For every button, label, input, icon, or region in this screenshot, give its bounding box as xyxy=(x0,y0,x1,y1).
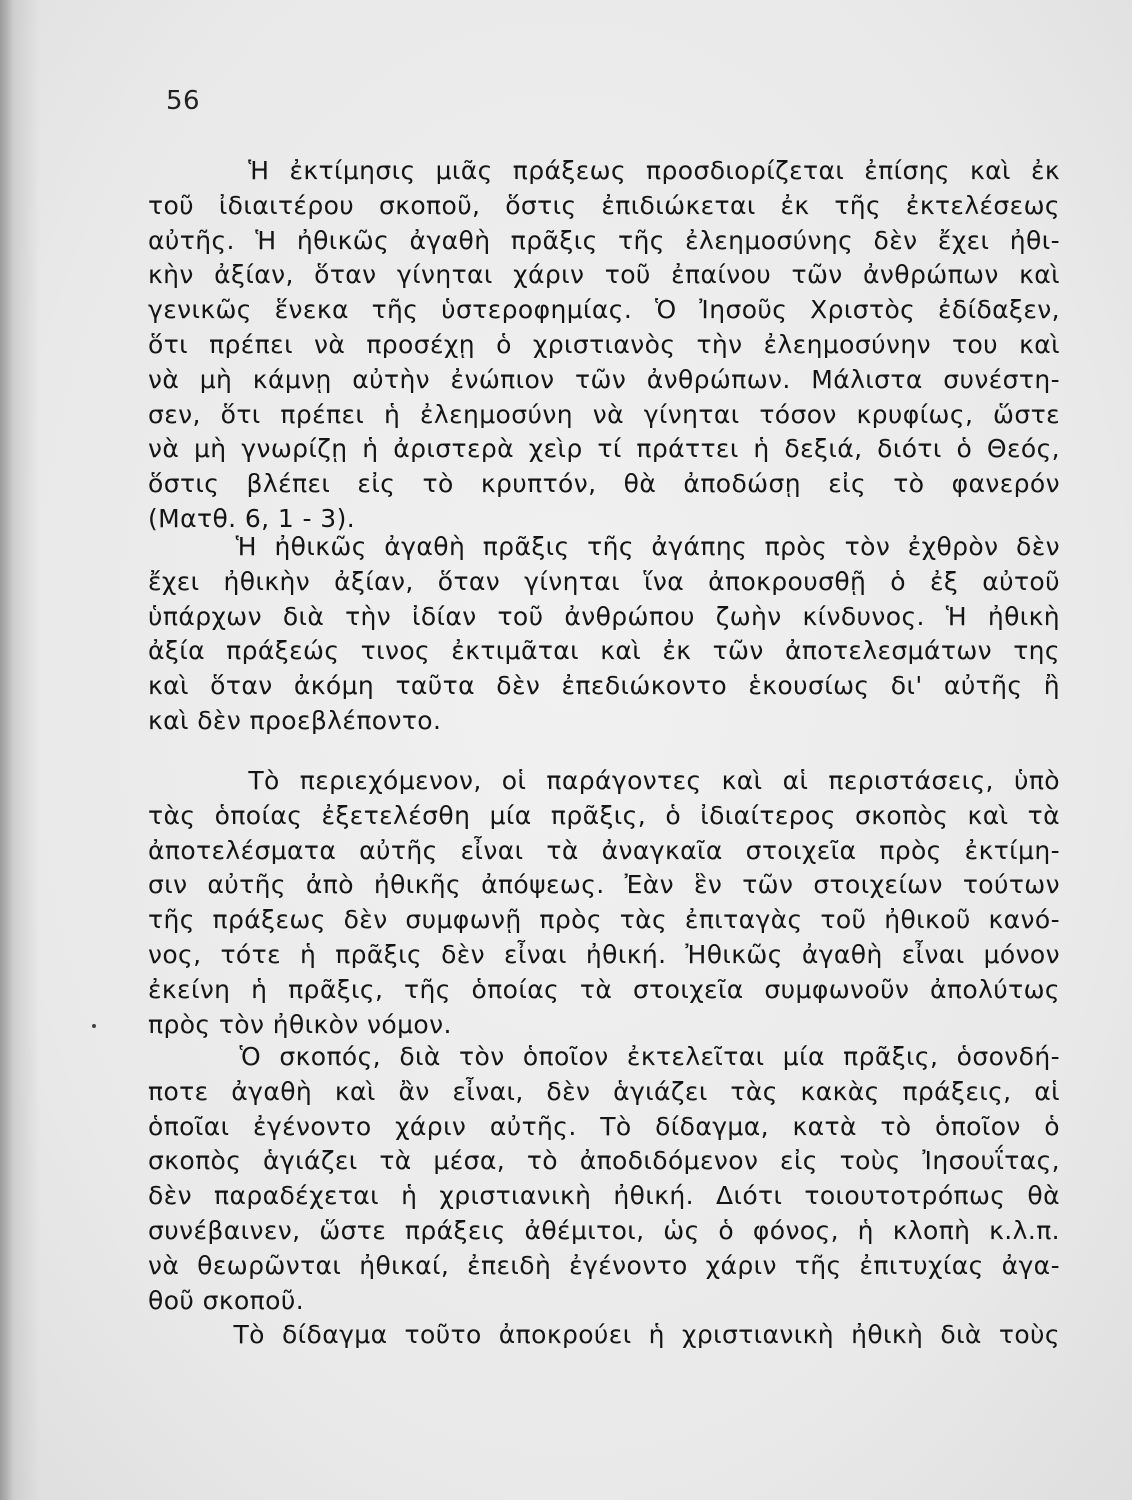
text-line: σεν, ὅτι πρέπει ἡ ἐλεημοσύνη νὰ γίνηται τόσον κρυφίως, ὥστε xyxy=(148,399,1060,429)
text-line: Ἡ ἐκτίμησις μιᾶς πράξεως προσδιορίζεται ἐπίσης καὶ ἐκ xyxy=(148,156,1060,185)
text-line: ὅστις βλέπει εἰς τὸ κρυπτόν, θὰ ἀποδώσῃ εἰς τὸ φανερόν xyxy=(148,469,1060,499)
binding-shadow xyxy=(0,0,40,1500)
text-line: καὶ ὅταν ἀκόμη ταῦτα δὲν ἐπεδιώκοντο ἑκουσίως δι' αὐτῆς ἢ xyxy=(148,671,1060,701)
text-line: (Ματθ. 6, 1 - 3). xyxy=(148,503,356,533)
paragraph-3 xyxy=(148,764,1060,1042)
text-line: κὴν ἀξίαν, ὅταν γίνηται χάριν τοῦ ἐπαίνου τῶν ἀνθρώπων καὶ xyxy=(148,260,1060,290)
text-line: συνέβαινεν, ὥστε πράξεις ἀθέμιτοι, ὡς ὁ φόνος, ἡ κλοπὴ κ.λ.π. xyxy=(148,1215,1060,1245)
text-line: Ἡ ἠθικῶς ἀγαθὴ πρᾶξις τῆς ἀγάπης πρὸς τὸν ἐχθρὸν δὲν xyxy=(148,532,1060,561)
text-line: θοῦ σκοποῦ. xyxy=(148,1285,305,1315)
text-line: γενικῶς ἕνεκα τῆς ὑστεροφημίας. Ὁ Ἰησοῦς Χριστὸς ἐδίδαξεν, xyxy=(148,295,1060,325)
text-line: νὰ θεωρῶνται ἠθικαί, ἐπειδὴ ἐγένοντο χάριν τῆς ἐπιτυχίας ἀγα- xyxy=(148,1250,1060,1280)
text-line: σκοπὸς ἁγιάζει τὰ μέσα, τὸ ἀποδιδόμενον εἰς τοὺς Ἰησουΐτας, xyxy=(148,1146,1060,1176)
paragraph-5 xyxy=(148,1318,1060,1353)
text-line: ποτε ἀγαθὴ καὶ ἂν εἶναι, δὲν ἁγιάζει τὰς κακὰς πράξεις, αἱ xyxy=(148,1076,1060,1106)
text-line: Τὸ περιεχόμενον, οἱ παράγοντες καὶ αἱ περιστάσεις, ὑπὸ xyxy=(148,766,1060,795)
text-line: ὁποῖαι ἐγένοντο χάριν αὐτῆς. Τὸ δίδαγμα, κατὰ τὸ ὁποῖον ὁ xyxy=(148,1111,1060,1141)
text-line: ὅτι πρέπει νὰ προσέχῃ ὁ χριστιανὸς τὴν ἐλεημοσύνην του καὶ xyxy=(148,329,1060,359)
text-line: νὰ μὴ γνωρίζῃ ἡ ἀριστερὰ χεὶρ τί πράττει ἡ δεξιά, διότι ὁ Θεός, xyxy=(148,434,1060,464)
text-line: σιν αὐτῆς ἀπὸ ἠθικῆς ἀπόψεως. Ἐὰν ἓν τῶν στοιχείων τούτων xyxy=(148,870,1060,900)
paragraph-2 xyxy=(148,530,1060,739)
paragraph-4 xyxy=(148,1040,1060,1318)
text-line: νος, τότε ἡ πρᾶξις δὲν εἶναι ἠθική. Ἠθικῶς ἀγαθὴ εἶναι μόνον xyxy=(148,939,1060,969)
text-line: δὲν παραδέχεται ἡ χριστιανικὴ ἠθική. Διότι τοιουτοτρόπως θὰ xyxy=(148,1181,1060,1211)
text-line: Ὁ σκοπός, διὰ τὸν ὁποῖον ἐκτελεῖται μία πρᾶξις, ὁσονδή- xyxy=(148,1042,1060,1071)
text-line: ἀποτελέσματα αὐτῆς εἶναι τὰ ἀναγκαῖα στοιχεῖα πρὸς ἐκτίμη- xyxy=(148,835,1060,865)
text-line: ἔχει ἠθικὴν ἀξίαν, ὅταν γίνηται ἵνα ἀποκρουσθῇ ὁ ἐξ αὐτοῦ xyxy=(148,566,1060,596)
page-number: 56 xyxy=(166,86,201,116)
text-line: τοῦ ἰδιαιτέρου σκοποῦ, ὅστις ἐπιδιώκεται ἐκ τῆς ἐκτελέσεως xyxy=(148,190,1060,220)
text-line: ἐκείνη ἡ πρᾶξις, τῆς ὁποίας τὰ στοιχεῖα συμφωνοῦν ἀπολύτως xyxy=(148,974,1060,1004)
text-line: τῆς πράξεως δὲν συμφωνῇ πρὸς τὰς ἐπιταγὰς τοῦ ἠθικοῦ κανό- xyxy=(148,905,1060,935)
text-line: καὶ δὲν προεβλέποντο. xyxy=(148,705,442,735)
text-line: ἀξία πράξεώς τινος ἐκτιμᾶται καὶ ἐκ τῶν ἀποτελεσμάτων της xyxy=(148,636,1060,666)
text-line: Τὸ δίδαγμα τοῦτο ἀποκρούει ἡ χριστιανικὴ ἠθικὴ διὰ τοὺς xyxy=(148,1320,1060,1349)
text-line: νὰ μὴ κάμνῃ αὐτὴν ἐνώπιον τῶν ἀνθρώπων. Μάλιστα συνέστη- xyxy=(148,364,1060,394)
margin-dot xyxy=(92,1024,96,1028)
text-line: τὰς ὁποίας ἐξετελέσθη μία πρᾶξις, ὁ ἰδιαίτερος σκοπὸς καὶ τὰ xyxy=(148,800,1060,830)
text-line: πρὸς τὸν ἠθικὸν νόμον. xyxy=(148,1009,452,1039)
paragraph-1 xyxy=(148,154,1060,537)
text-line: ὑπάρχων διὰ τὴν ἰδίαν τοῦ ἀνθρώπου ζωὴν κίνδυνος. Ἡ ἠθικὴ xyxy=(148,601,1060,631)
text-line: αὐτῆς. Ἡ ἠθικῶς ἀγαθὴ πρᾶξις τῆς ἐλεημοσύνης δὲν ἔχει ἠθι- xyxy=(148,225,1060,255)
